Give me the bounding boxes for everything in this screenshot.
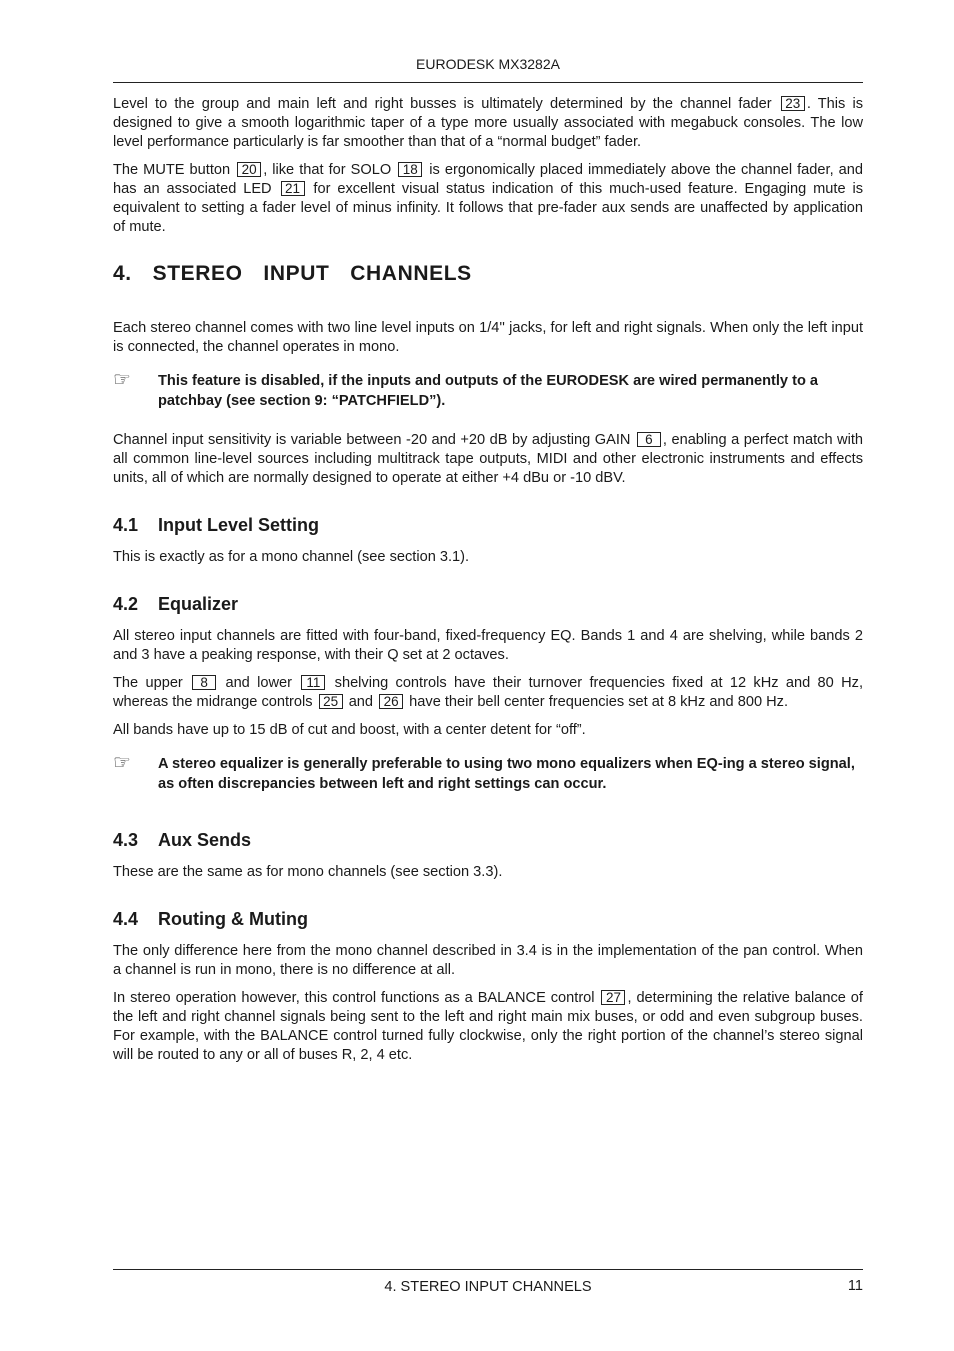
subsection-paragraph: In stereo operation however, this control functions as a BALANCE control 27 , determining the relative balance of the left and right channel signals being sent to the left and right main mix buses, or odd and even subgroup buses. For example, with the BALANCE control turned fully clockwise, only the right portion of the channel’s stereo signal will be routed to any or all of buses R, 2, 4 etc. bbox=[113, 990, 863, 1063]
subsection-paragraph: The upper 8 and lower 11 shelving controls have their turnover frequencies fixed at 12 kHz and 80 Hz, whereas the midrange controls 25 and 26 have their bell center frequencies set at 8 kHz and 800 Hz. bbox=[113, 675, 863, 710]
section-paragraph: Channel input sensitivity is variable between -20 and +20 dB by adjusting GAIN 6 , enabling a perfect match with all common line-level sources including multitrack tape outputs, MIDI and other electronic instruments and effects units, all of which are normally designed to operate at either +4 dBu or -10 dBV. bbox=[113, 432, 863, 486]
subsection-paragraph: This is exactly as for a mono channel (see section 3.1). bbox=[113, 549, 470, 565]
control-number-box: 11 bbox=[301, 675, 325, 690]
subsection-paragraph: The only difference here from the mono channel described in 3.4 is in the implementation of the pan control. When a channel is run in mono, there is no difference at all. bbox=[113, 943, 863, 978]
subsection-paragraph: All bands have up to 15 dB of cut and boost, with a center detent for “off”. bbox=[113, 722, 586, 738]
note-block bbox=[113, 754, 863, 794]
note-text: A stereo equalizer is generally preferable to using two mono equalizers when EQ-ing a stereo signal, as often discrepancies between left and right settings can occur. bbox=[158, 756, 855, 792]
section-heading: 4. STEREO INPUT CHANNELS bbox=[113, 262, 472, 285]
control-number-box: 20 bbox=[237, 162, 261, 177]
note-text: This feature is disabled, if the inputs and outputs of the EURODESK are wired permanently to a patchbay (see section 9: “PATCHFIELD”). bbox=[158, 373, 819, 409]
control-number-box: 23 bbox=[781, 96, 805, 111]
control-number-box: 21 bbox=[281, 181, 305, 196]
subsection-paragraph: These are the same as for mono channels (see section 3.3). bbox=[113, 864, 503, 880]
subsection-heading: 4.4 Routing & Muting bbox=[113, 909, 308, 929]
control-number-box: 26 bbox=[379, 694, 403, 709]
page-header: EURODESK MX3282A bbox=[416, 56, 560, 72]
subsection-paragraph: All stereo input channels are fitted with four-band, fixed-frequency EQ. Bands 1 and 4 are shelving, while bands 2 and 3 have a peaking response, with their Q set at 2 octaves. bbox=[113, 628, 863, 663]
subsection-heading: 4.1 Input Level Setting bbox=[113, 515, 320, 535]
control-number-box: 25 bbox=[319, 694, 343, 709]
control-number-box: 6 bbox=[637, 432, 661, 447]
intro-paragraph-2: The MUTE button 20 , like that for SOLO 18 is ergonomically placed immediately above the channel fader, and has an associated LED 21 for excellent visual status indication of this much-used feature. Engaging mute is equivalent to setting a fader level of minus infinity. It follows that pre-fader aux sends are unaffected by application of mute. bbox=[113, 162, 864, 235]
subsection-heading: 4.2 Equalizer bbox=[113, 594, 239, 614]
pointing-hand-icon: ☞ bbox=[113, 369, 131, 391]
pointing-hand-icon: ☞ bbox=[113, 752, 131, 774]
intro-paragraph-1: Level to the group and main left and right busses is ultimately determined by the channel fader 23 . This is designed to give a smooth logarithmic taper of a type more usually associated with megabuck consoles. The low level performance particularly is far smoother than that of a “normal budget” fader. bbox=[113, 96, 863, 150]
page-content bbox=[113, 95, 863, 1074]
section-paragraph: Each stereo channel comes with two line level inputs on 1/4'' jacks, for left and right signals. When only the left input is connected, the channel operates in mono. bbox=[113, 320, 863, 355]
control-number-box: 8 bbox=[192, 675, 216, 690]
footer-section-title: 4. STEREO INPUT CHANNELS bbox=[384, 1279, 592, 1295]
page-number: 11 bbox=[847, 1278, 863, 1294]
control-number-box: 18 bbox=[398, 162, 422, 177]
note-block bbox=[113, 371, 863, 411]
footer-divider bbox=[113, 1269, 863, 1270]
header-divider bbox=[113, 82, 863, 83]
subsection-heading: 4.3 Aux Sends bbox=[113, 830, 252, 850]
control-number-box: 27 bbox=[601, 990, 625, 1005]
